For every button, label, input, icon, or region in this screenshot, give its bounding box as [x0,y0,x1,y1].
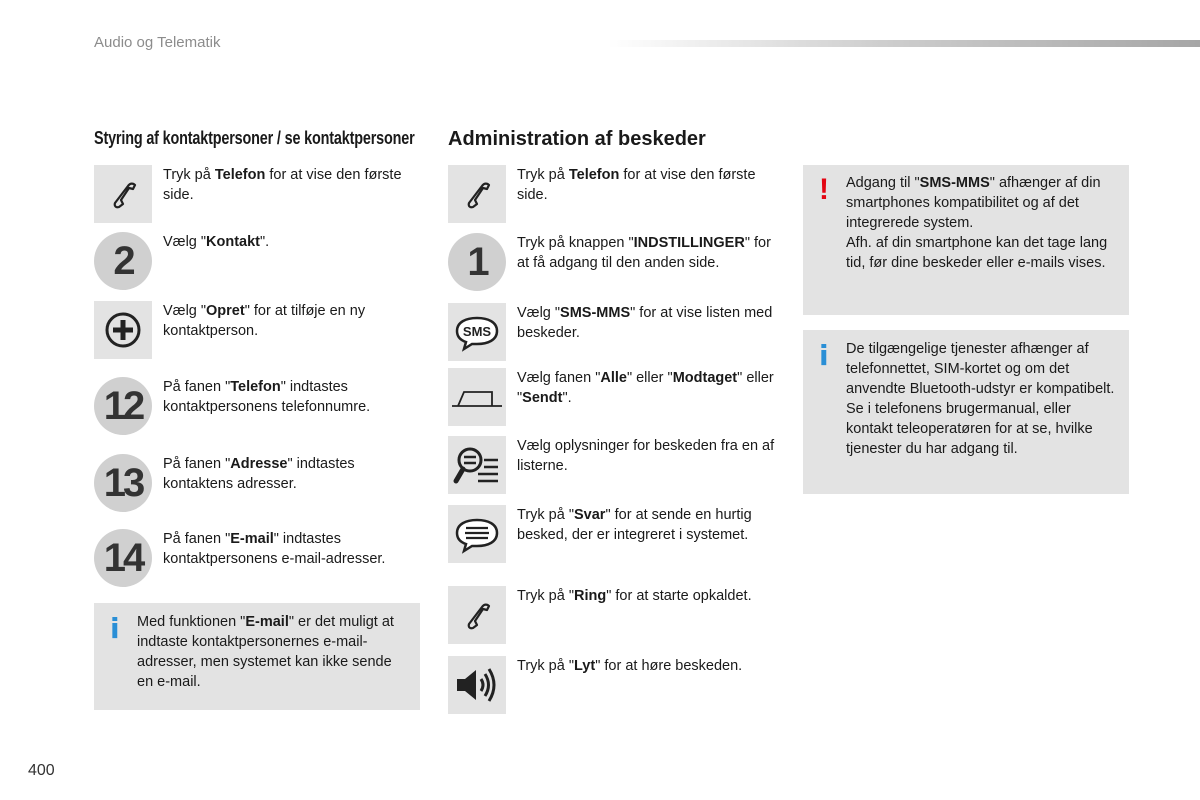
info-icon: i [819,339,829,372]
phone-icon [94,165,152,223]
sms-icon-label: SMS [462,324,492,339]
search-list-icon [448,436,506,494]
info-note-services: i De tilgængelige tjenester afhænger af telefonnettet, SIM-kortet og om det anvendte Bluetooth-udstyr er kompatibelt. Se i telefonens brugermanual, eller kontakt teleoperatøren for at se, hvilke tjenester du har adgang til. [803,330,1129,494]
step-number-13: 13 [94,454,152,512]
phone-icon [448,165,506,223]
speaker-icon [448,656,506,714]
header-title: Audio og Telematik [94,34,221,51]
sms-icon [448,303,506,361]
page-number: 400 [28,762,55,779]
step-number-12: 12 [94,377,152,435]
step-number-1: 1 [448,233,506,291]
header-bar [608,40,1200,47]
message-bubble-icon [448,505,506,563]
step-number-14: 14 [94,529,152,587]
add-circle-icon [94,301,152,359]
info-note-email: i Med funktionen "E-mail" er det muligt at indtaste kontaktpersonernes e-mail-adresser, men systemet kan ikke sende en e-mail. [94,603,420,710]
warning-note-sms: ! Adgang til "SMS-MMS" afhænger af din smartphones kompatibilitet og af det integrerede system. Afh. af din smartphone kan det tage lang tid, før dine beskeder eller e-mails vises. [803,165,1129,315]
step-number-2: 2 [94,232,152,290]
warning-icon: ! [819,173,829,206]
section-heading-contacts: Styring af kontaktpersoner / se kontaktpersoner [94,128,415,148]
info-icon: i [110,612,120,645]
phone-icon [448,586,506,644]
tab-icon [448,368,506,426]
section-heading-messages: Administration af beskeder [448,128,706,150]
